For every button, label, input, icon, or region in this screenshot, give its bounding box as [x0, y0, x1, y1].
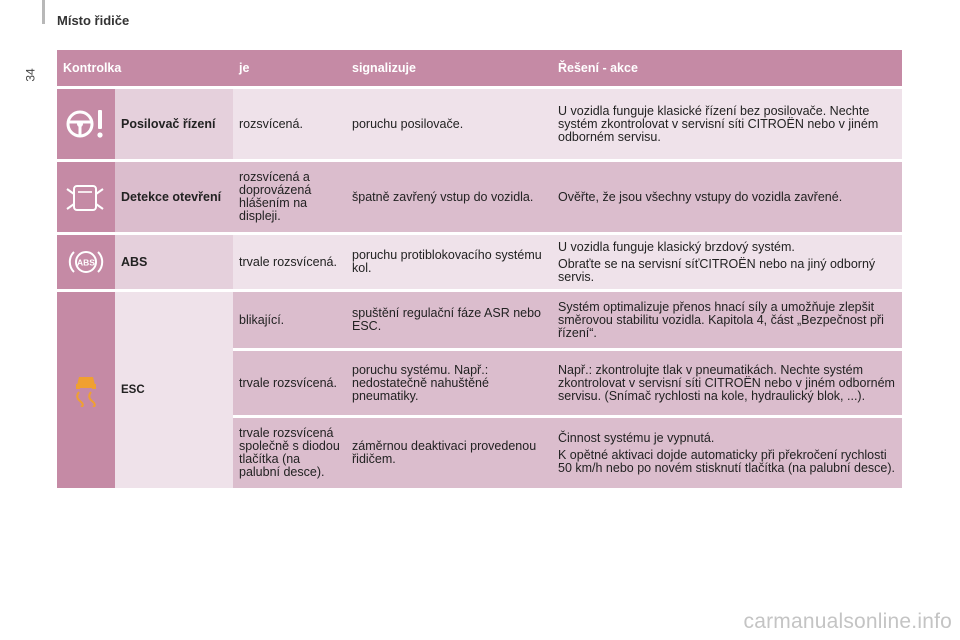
table-row: [57, 292, 902, 348]
light-action: [552, 351, 902, 415]
action-paragraph: U vozidla funguje klasické řízení bez posilovače. Nechte systém zkontrolovat v servisní síti CITROËN nebo v jiném odborném servisu.: [558, 103, 879, 144]
light-state: rozsvícená a doprovázená hlášením na displeji.: [233, 162, 346, 232]
action-paragraph: Systém optimalizuje přenos hnací síly a umožňuje zlepšit směrovou stabilitu vozidla. Kapitola 4, část „Bezpečnost při řízení“.: [558, 299, 884, 340]
light-name: ESC: [115, 292, 233, 488]
light-signals: špatně zavřený vstup do vozidla.: [346, 162, 552, 232]
light-state: blikající.: [233, 292, 346, 348]
light-signals: poruchu posilovače.: [346, 89, 552, 159]
door-open-icon: [57, 162, 115, 232]
table-row: [57, 89, 902, 159]
light-state: trvale rozsvícená.: [233, 351, 346, 415]
light-action: [552, 89, 902, 159]
col-header-reseni: Řešení - akce: [552, 50, 902, 86]
steering-warning-icon: [57, 89, 115, 159]
light-name: Detekce otevření: [115, 162, 233, 232]
light-signals: poruchu systému. Např.: nedostatečně nahuštěné pneumatiky.: [346, 351, 552, 415]
light-action: [552, 162, 902, 232]
light-action: [552, 418, 902, 488]
action-paragraph: Ověřte, že jsou všechny vstupy do vozidla zavřené.: [558, 189, 843, 204]
light-name: Posilovač řízení: [115, 89, 233, 159]
watermark: carmanualsonline.info: [743, 610, 952, 633]
abs-icon: [57, 235, 115, 289]
table-header-row: [57, 50, 902, 86]
light-action: [552, 235, 902, 289]
col-header-kontrolka: Kontrolka: [57, 50, 233, 86]
action-paragraph: Např.: zkontrolujte tlak v pneumatikách. Nechte systém zkontrolovat v servisní síti CITROËN nebo v jiném odborném servisu. (Snímač rychlosti na kole, hydraulický blok, ...).: [558, 362, 895, 403]
light-action: [552, 292, 902, 348]
side-accent-bar: [42, 0, 45, 24]
page-title: Místo řidiče: [57, 13, 130, 28]
light-signals: záměrnou deaktivaci provedenou řidičem.: [346, 418, 552, 488]
light-state: trvale rozsvícená.: [233, 235, 346, 289]
table-row: [57, 235, 902, 289]
light-signals: spuštění regulační fáze ASR nebo ESC.: [346, 292, 552, 348]
warning-lights-table: [57, 47, 902, 491]
action-paragraph: Obraťte se na servisní síťCITROËN nebo na jiný odborný servis.: [558, 256, 876, 284]
light-signals: poruchu protiblokovacího systému kol.: [346, 235, 552, 289]
light-name: ABS: [115, 235, 233, 289]
action-paragraph: Činnost systému je vypnutá.: [558, 430, 715, 445]
light-state: rozsvícená.: [233, 89, 346, 159]
page-number: 34: [23, 68, 38, 82]
esc-skid-icon: [57, 292, 115, 488]
abs-icon-label: ABS: [77, 257, 95, 268]
light-state: trvale rozsvícená společně s diodou tlačítka (na palubní desce).: [233, 418, 346, 488]
action-paragraph: K opětné aktivaci dojde automaticky při překročení rychlosti 50 km/h nebo po novém stisknutí tlačítka (na palubní desce).: [558, 447, 895, 475]
table-row: [57, 162, 902, 232]
col-header-signalizuje: signalizuje: [346, 50, 552, 86]
action-paragraph: U vozidla funguje klasický brzdový systém.: [558, 239, 795, 254]
col-header-je: je: [233, 50, 346, 86]
